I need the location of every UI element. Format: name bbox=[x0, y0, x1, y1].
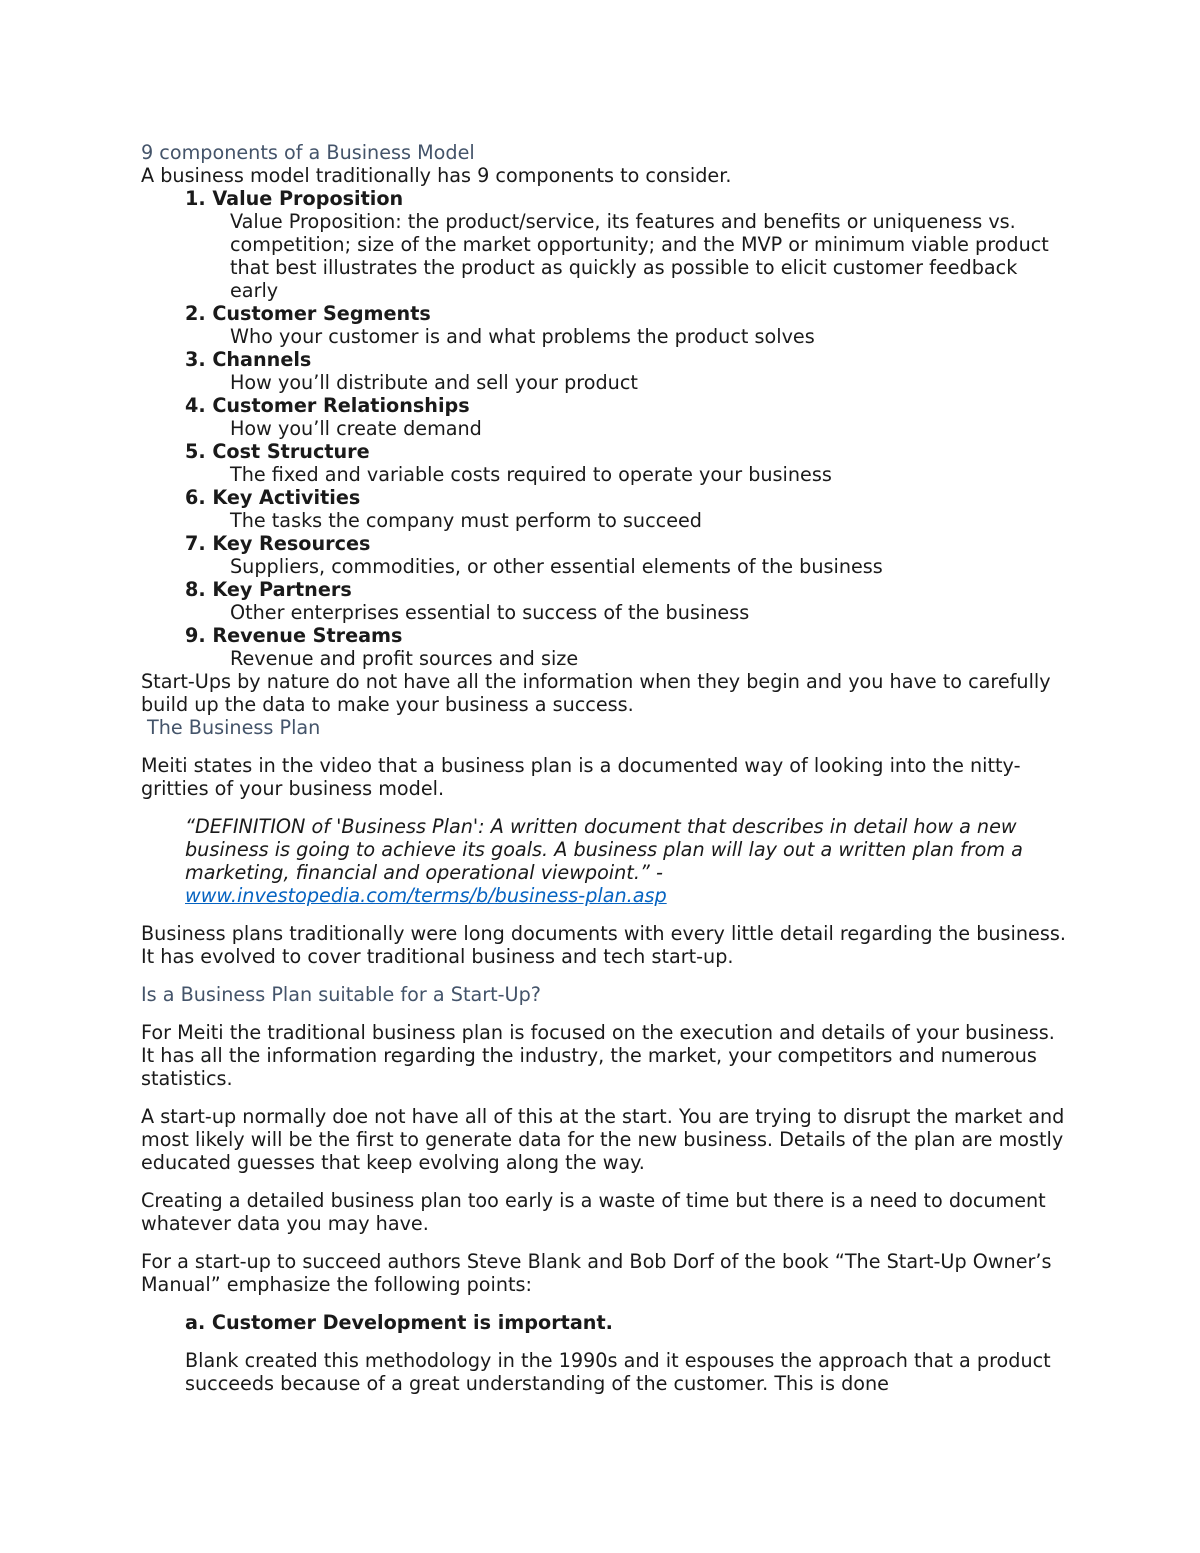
list-item bbox=[141, 440, 1071, 486]
item-title: 2. Customer Segments bbox=[185, 302, 431, 325]
intro-text: A business model traditionally has 9 components to consider. bbox=[141, 164, 732, 187]
item-title: 9. Revenue Streams bbox=[185, 624, 403, 647]
section-heading-business-model: 9 components of a Business Model bbox=[141, 141, 475, 164]
list-item bbox=[141, 187, 1071, 302]
point-a-body: Blank created this methodology in the 1990s and it espouses the approach that a product succeeds because of a great understanding of the customer. This is done bbox=[185, 1349, 1051, 1395]
closing-paragraph: Start-Ups by nature do not have all the information when they begin and you have to carefully build up the data to make your business a success. bbox=[141, 670, 1051, 716]
item-title: 5. Cost Structure bbox=[185, 440, 370, 463]
paragraph: For a start-up to succeed authors Steve Blank and Bob Dorf of the book “The Start-Up Owner’s Manual” emphasize the following points: bbox=[141, 1250, 1052, 1296]
item-title: 4. Customer Relationships bbox=[185, 394, 470, 417]
paragraph: For Meiti the traditional business plan is focused on the execution and details of your business. It has all the information regarding the industry, the market, your competitors and numerous statistics. bbox=[141, 1021, 1055, 1090]
item-title: 6. Key Activities bbox=[185, 486, 361, 509]
item-desc: Value Proposition: the product/service, its features and benefits or uniqueness vs. competition; size of the market opportunity; and the MVP or minimum viable product that best illustrates the product as quickly as possible to elicit customer feedback early bbox=[230, 210, 1049, 302]
item-desc: The fixed and variable costs required to operate your business bbox=[230, 463, 832, 486]
list-item bbox=[141, 578, 1071, 624]
section-heading-business-plan: The Business Plan bbox=[147, 716, 321, 739]
definition-quote bbox=[185, 815, 1065, 907]
item-desc: Who your customer is and what problems the product solves bbox=[230, 325, 815, 348]
paragraph: Meiti states in the video that a business plan is a documented way of looking into the nitty-gritties of your business model. bbox=[141, 754, 1021, 800]
item-desc: The tasks the company must perform to succeed bbox=[230, 509, 702, 532]
item-desc: How you’ll create demand bbox=[230, 417, 482, 440]
item-title: 7. Key Resources bbox=[185, 532, 371, 555]
list-item bbox=[141, 624, 1071, 670]
list-item bbox=[141, 532, 1071, 578]
section-heading-startup: Is a Business Plan suitable for a Start-Up? bbox=[141, 983, 541, 1006]
item-desc: Suppliers, commodities, or other essential elements of the business bbox=[230, 555, 883, 578]
item-desc: Other enterprises essential to success of the business bbox=[230, 601, 750, 624]
paragraph: Business plans traditionally were long documents with every little detail regarding the business. It has evolved to cover traditional business and tech start-up. bbox=[141, 922, 1066, 968]
list-item bbox=[141, 302, 1071, 348]
list-item bbox=[141, 486, 1071, 532]
quote-text: “DEFINITION of 'Business Plan': A written document that describes in detail how a new business is going to achieve its goals. A business plan will lay out a written plan from a marketing, financial and operational viewpoint.” - bbox=[185, 815, 1023, 884]
list-item bbox=[141, 394, 1071, 440]
point-a-title: a. Customer Development is important. bbox=[185, 1311, 613, 1334]
investopedia-link[interactable]: www.investopedia.com/terms/b/business-plan.asp bbox=[185, 884, 667, 907]
document-body bbox=[141, 141, 1071, 1395]
item-desc: Revenue and profit sources and size bbox=[230, 647, 579, 670]
paragraph: A start-up normally doe not have all of this at the start. You are trying to disrupt the market and most likely will be the first to generate data for the new business. Details of the plan are mostly educated guesses that keep evolving along the way. bbox=[141, 1105, 1065, 1174]
list-item bbox=[141, 348, 1071, 394]
component-list bbox=[141, 187, 1071, 670]
item-desc: How you’ll distribute and sell your product bbox=[230, 371, 638, 394]
item-title: 1. Value Proposition bbox=[185, 187, 404, 210]
item-title: 8. Key Partners bbox=[185, 578, 352, 601]
item-title: 3. Channels bbox=[185, 348, 312, 371]
paragraph: Creating a detailed business plan too early is a waste of time but there is a need to document whatever data you may have. bbox=[141, 1189, 1046, 1235]
